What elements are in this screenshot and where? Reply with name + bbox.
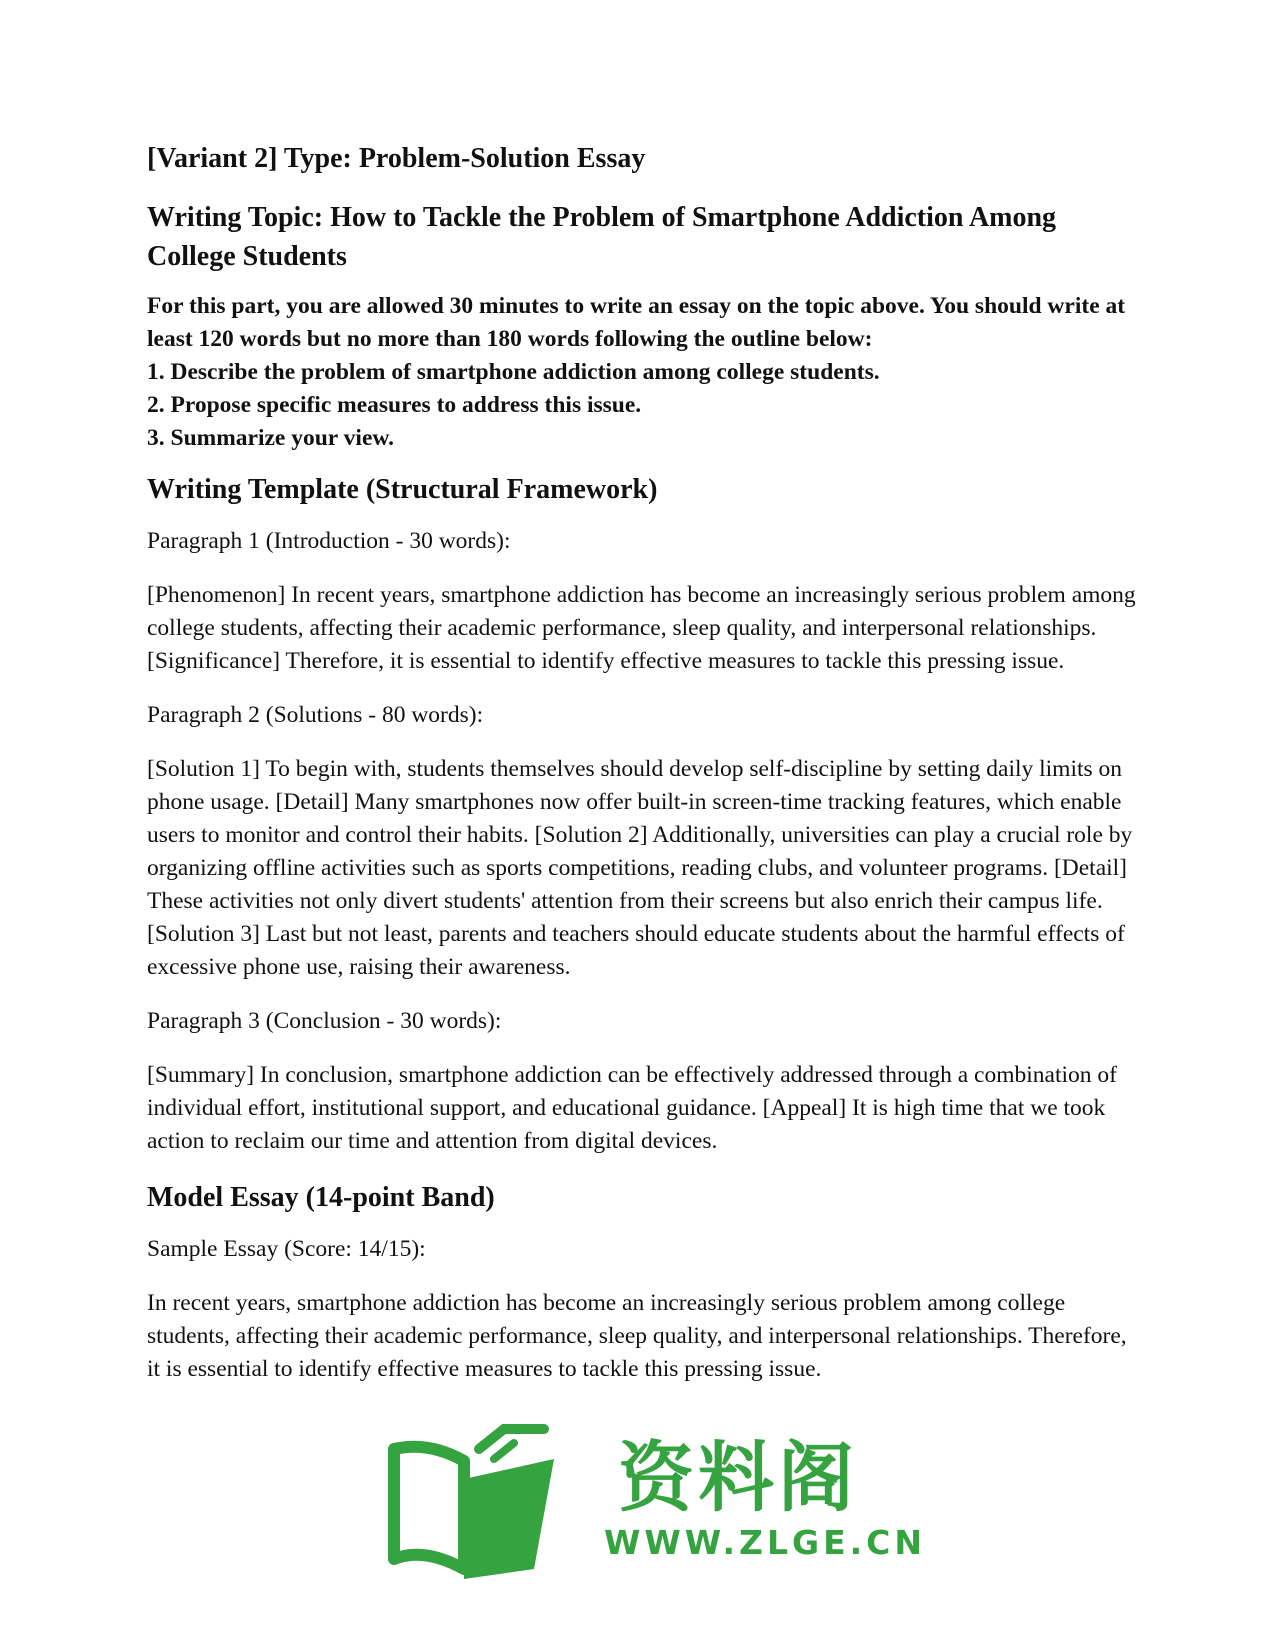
paragraph-3-text: [Summary] In conclusion, smartphone addiction can be effectively addressed through a combination of individual effort, institutional support, and educational guidance. [Appeal] It is high time that we took action to reclaim our time and attention from digital devices. [147, 1062, 1117, 1154]
paragraph-3-label: Paragraph 3 (Conclusion - 30 words): [147, 1008, 502, 1034]
open-book-folder-icon [384, 1419, 574, 1589]
instructions-block [147, 290, 1137, 455]
paragraph-1-text: [Phenomenon] In recent years, smartphone addiction has become an increasingly serious problem among college students, affecting their academic performance, sleep quality, and interpersonal relationships. [Significance] Therefore, it is essential to identify effective measures to tackle this pressing issue. [147, 582, 1136, 674]
topic-heading: Writing Topic: How to Tackle the Problem of Smartphone Addiction Among College Students [147, 202, 1057, 272]
watermark [398, 1425, 927, 1595]
sample-essay-text: In recent years, smartphone addiction has become an increasingly serious problem among college students, affecting their academic performance, sleep quality, and interpersonal relationships. Therefore, it is essential to identify effective measures to tackle this pressing issue. [147, 1290, 1127, 1382]
variant-heading: [Variant 2] Type: Problem-Solution Essay [147, 143, 646, 174]
document-page [147, 140, 1137, 1407]
paragraph-1-label: Paragraph 1 (Introduction - 30 words): [147, 528, 511, 554]
outline-item-1: 1. Describe the problem of smartphone addiction among college students. [147, 359, 880, 385]
watermark-brand: 资料阁 [618, 1433, 858, 1522]
paragraph-2-label: Paragraph 2 (Solutions - 80 words): [147, 702, 484, 728]
model-essay-heading: Model Essay (14-point Band) [147, 1182, 495, 1213]
template-heading: Writing Template (Structural Framework) [147, 474, 658, 505]
outline-item-2: 2. Propose specific measures to address this issue. [147, 392, 642, 418]
sample-essay-label: Sample Essay (Score: 14/15): [147, 1236, 426, 1262]
outline-item-3: 3. Summarize your view. [147, 425, 394, 451]
watermark-url: WWW.ZLGE.CN [604, 1523, 927, 1562]
instructions-text: For this part, you are allowed 30 minutes to write an essay on the topic above. You should write at least 120 words but no more than 180 words following the outline below: [147, 293, 1126, 352]
paragraph-2-text: [Solution 1] To begin with, students themselves should develop self-discipline by setting daily limits on phone usage. [Detail] Many smartphones now offer built-in screen-time tracking features, which enable users to monitor and control their habits. [Solution 2] Additionally, universities can play a crucial role by organizing offline activities such as sports competitions, reading clubs, and volunteer programs. [Detail] These activities not only divert students' attention from their screens but also enrich their campus life. [Solution 3] Last but not least, parents and teachers should educate students about the harmful effects of excessive phone use, raising their awareness. [147, 756, 1133, 980]
